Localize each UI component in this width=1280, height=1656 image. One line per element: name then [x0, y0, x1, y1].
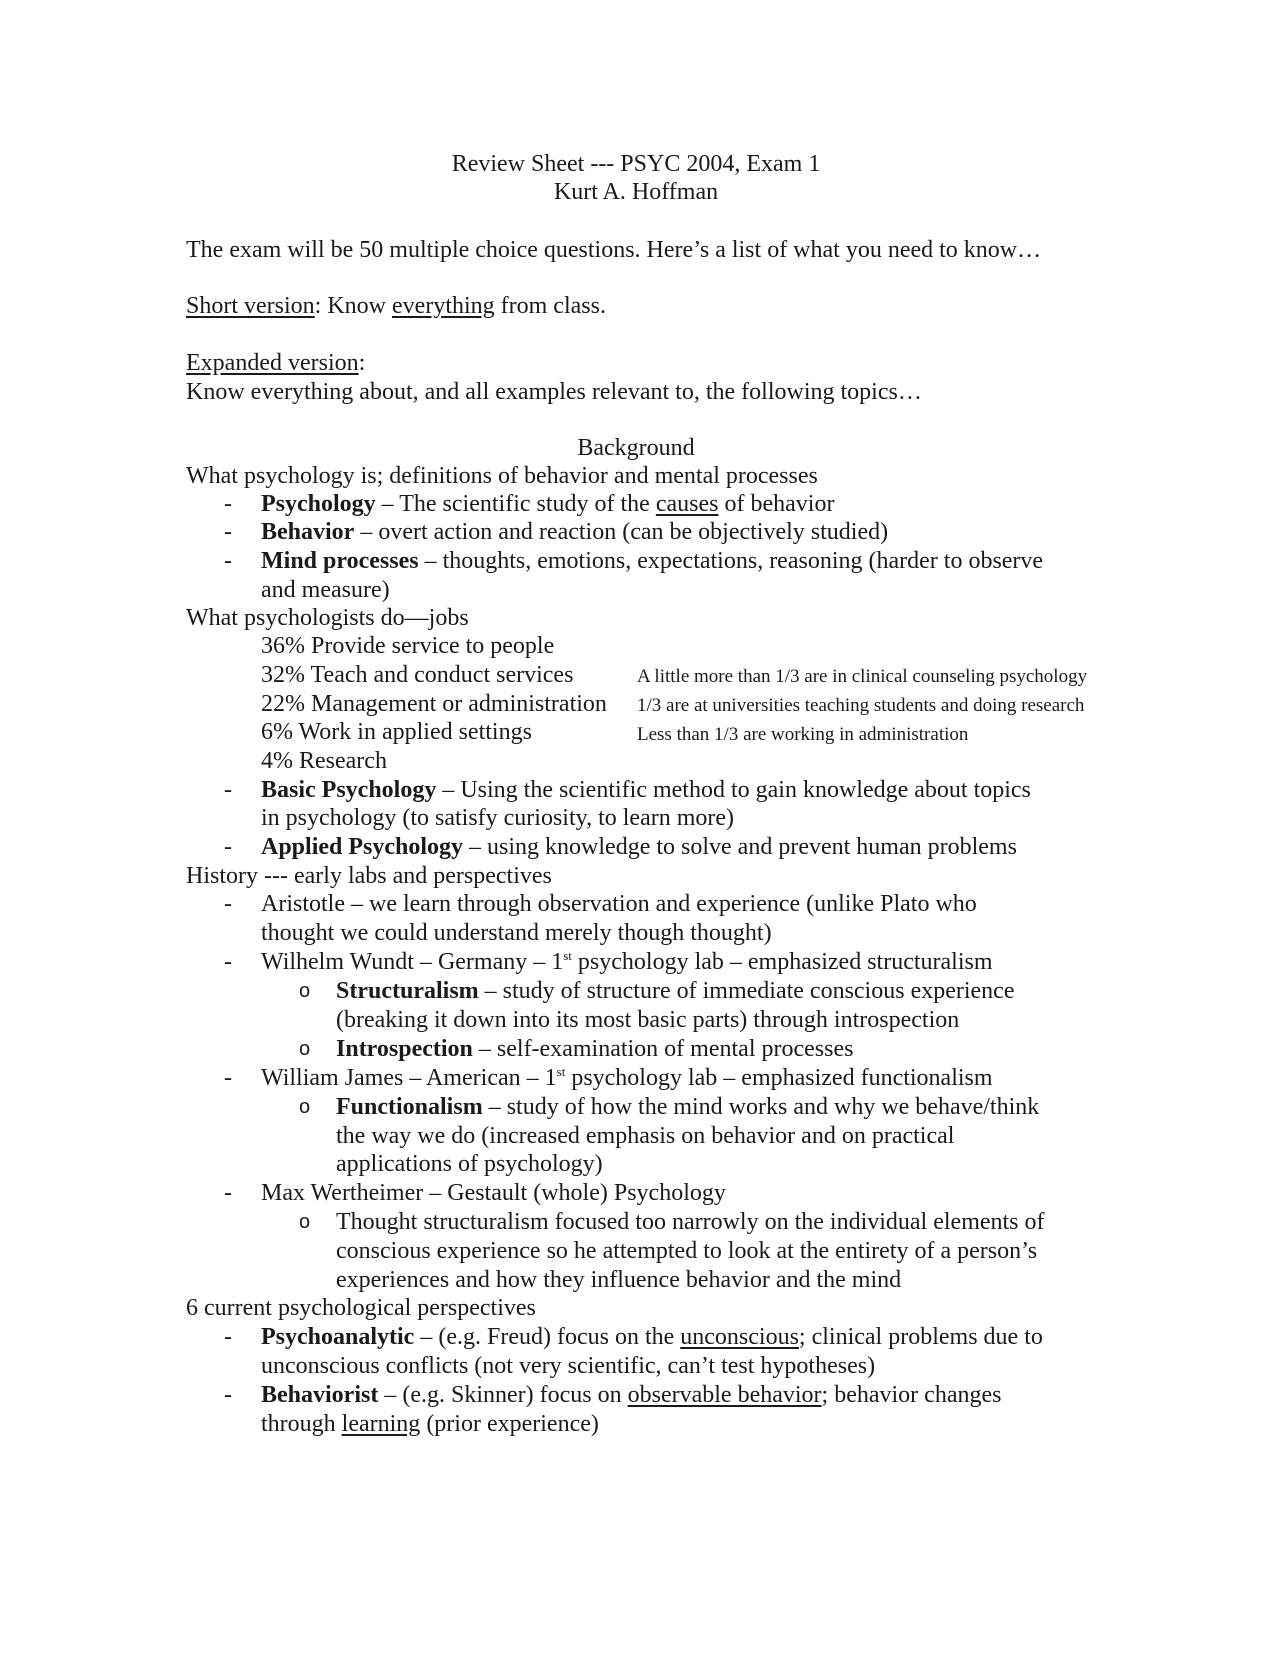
list-item-aristotle: Aristotle – we learn through observation and experience (unlike Plato who: [261, 891, 977, 917]
bullet-circle: o: [299, 1211, 311, 1233]
sub-item-functionalism-cont: the way we do (increased emphasis on behavior and on practical: [336, 1123, 955, 1149]
list-item-mind-processes: Mind processes – thoughts, emotions, expectations, reasoning (harder to observe: [261, 548, 1044, 574]
job-note: 1/3 are at universities teaching students and doing research: [637, 695, 1085, 716]
topic-what-psychology-is: What psychology is; definitions of behavior and mental processes: [186, 463, 818, 489]
list-item-behaviorist-cont: through learning (prior experience): [261, 1411, 599, 1437]
short-version-line: Short version: Know everything from class.: [186, 293, 606, 319]
list-item-basic-psychology-cont: in psychology (to satisfy curiosity, to learn more): [261, 805, 735, 831]
bullet-dash: -: [224, 1180, 232, 1206]
bullet-dash: -: [224, 1065, 232, 1091]
sub-item-structuralism-cont: (breaking it down into its most basic parts) through introspection: [336, 1007, 960, 1033]
short-version-label: Short version: [186, 293, 315, 319]
list-item-behavior: Behavior – overt action and reaction (can be objectively studied): [261, 519, 889, 545]
bullet-dash: -: [224, 1382, 232, 1408]
list-item-psychology: Psychology – The scientific study of the causes of behavior: [261, 491, 835, 517]
document-author: Kurt A. Hoffman: [553, 179, 719, 205]
sub-item-gestalt-cont: experiences and how they influence behavior and the mind: [336, 1267, 902, 1293]
expanded-version-heading: Expanded version:: [186, 350, 366, 376]
document-title: Review Sheet --- PSYC 2004, Exam 1: [451, 151, 821, 177]
expanded-version-text: Know everything about, and all examples relevant to, the following topics…: [186, 379, 922, 405]
bullet-circle: o: [299, 1038, 311, 1060]
sub-item-gestalt-cont: conscious experience so he attempted to look at the entirety of a person’s: [336, 1238, 1038, 1264]
bullet-dash: -: [224, 891, 232, 917]
job-stat: 6% Work in applied settings: [261, 719, 532, 745]
job-stat: 32% Teach and conduct services: [261, 662, 574, 688]
bullet-dash: -: [224, 1324, 232, 1350]
job-note: Less than 1/3 are working in administration: [637, 724, 969, 745]
topic-history: History --- early labs and perspectives: [186, 863, 552, 889]
list-item-basic-psychology: Basic Psychology – Using the scientific method to gain knowledge about topics: [261, 777, 1031, 803]
sub-item-structuralism: Structuralism – study of structure of immediate conscious experience: [336, 978, 1015, 1004]
list-item-aristotle-cont: thought we could understand merely though thought): [261, 920, 772, 946]
job-stat: 4% Research: [261, 748, 387, 774]
sub-item-gestalt: Thought structuralism focused too narrowly on the individual elements of: [336, 1209, 1045, 1235]
bullet-dash: -: [224, 949, 232, 975]
bullet-dash: -: [224, 777, 232, 803]
job-stat: 36% Provide service to people: [261, 633, 555, 659]
list-item-mind-processes-cont: and measure): [261, 577, 390, 603]
emphasis-everything: everything: [392, 293, 495, 319]
sub-item-introspection: Introspection – self-examination of mental processes: [336, 1036, 854, 1062]
bullet-circle: o: [299, 1096, 311, 1118]
bullet-circle: o: [299, 980, 311, 1002]
sub-item-functionalism-cont: applications of psychology): [336, 1151, 603, 1177]
topic-perspectives: 6 current psychological perspectives: [186, 1295, 536, 1321]
topic-what-psychologists-do: What psychologists do—jobs: [186, 605, 469, 631]
list-item-wundt: Wilhelm Wundt – Germany – 1st psychology lab – emphasized structuralism: [261, 948, 993, 975]
expanded-version-label: Expanded version: [186, 350, 359, 376]
bullet-dash: -: [224, 834, 232, 860]
bullet-dash: -: [224, 519, 232, 545]
list-item-wertheimer: Max Wertheimer – Gestault (whole) Psychology: [261, 1180, 726, 1206]
sub-item-functionalism: Functionalism – study of how the mind works and why we behave/think: [336, 1094, 1040, 1120]
job-note: A little more than 1/3 are in clinical counseling psychology: [637, 666, 1088, 687]
list-item-applied-psychology: Applied Psychology – using knowledge to solve and prevent human problems: [261, 834, 1017, 860]
list-item-psychoanalytic-cont: unconscious conflicts (not very scientific, can’t test hypotheses): [261, 1353, 876, 1379]
list-item-psychoanalytic: Psychoanalytic – (e.g. Freud) focus on the unconscious; clinical problems due to: [261, 1324, 1043, 1350]
job-stat: 22% Management or administration: [261, 691, 607, 717]
bullet-dash: -: [224, 548, 232, 574]
list-item-behaviorist: Behaviorist – (e.g. Skinner) focus on observable behavior; behavior changes: [261, 1382, 1002, 1408]
bullet-dash: -: [224, 491, 232, 517]
intro-paragraph: The exam will be 50 multiple choice questions. Here’s a list of what you need to know…: [186, 237, 1042, 263]
list-item-james: William James – American – 1st psychology lab – emphasized functionalism: [261, 1064, 993, 1091]
section-heading-background: Background: [577, 435, 695, 461]
